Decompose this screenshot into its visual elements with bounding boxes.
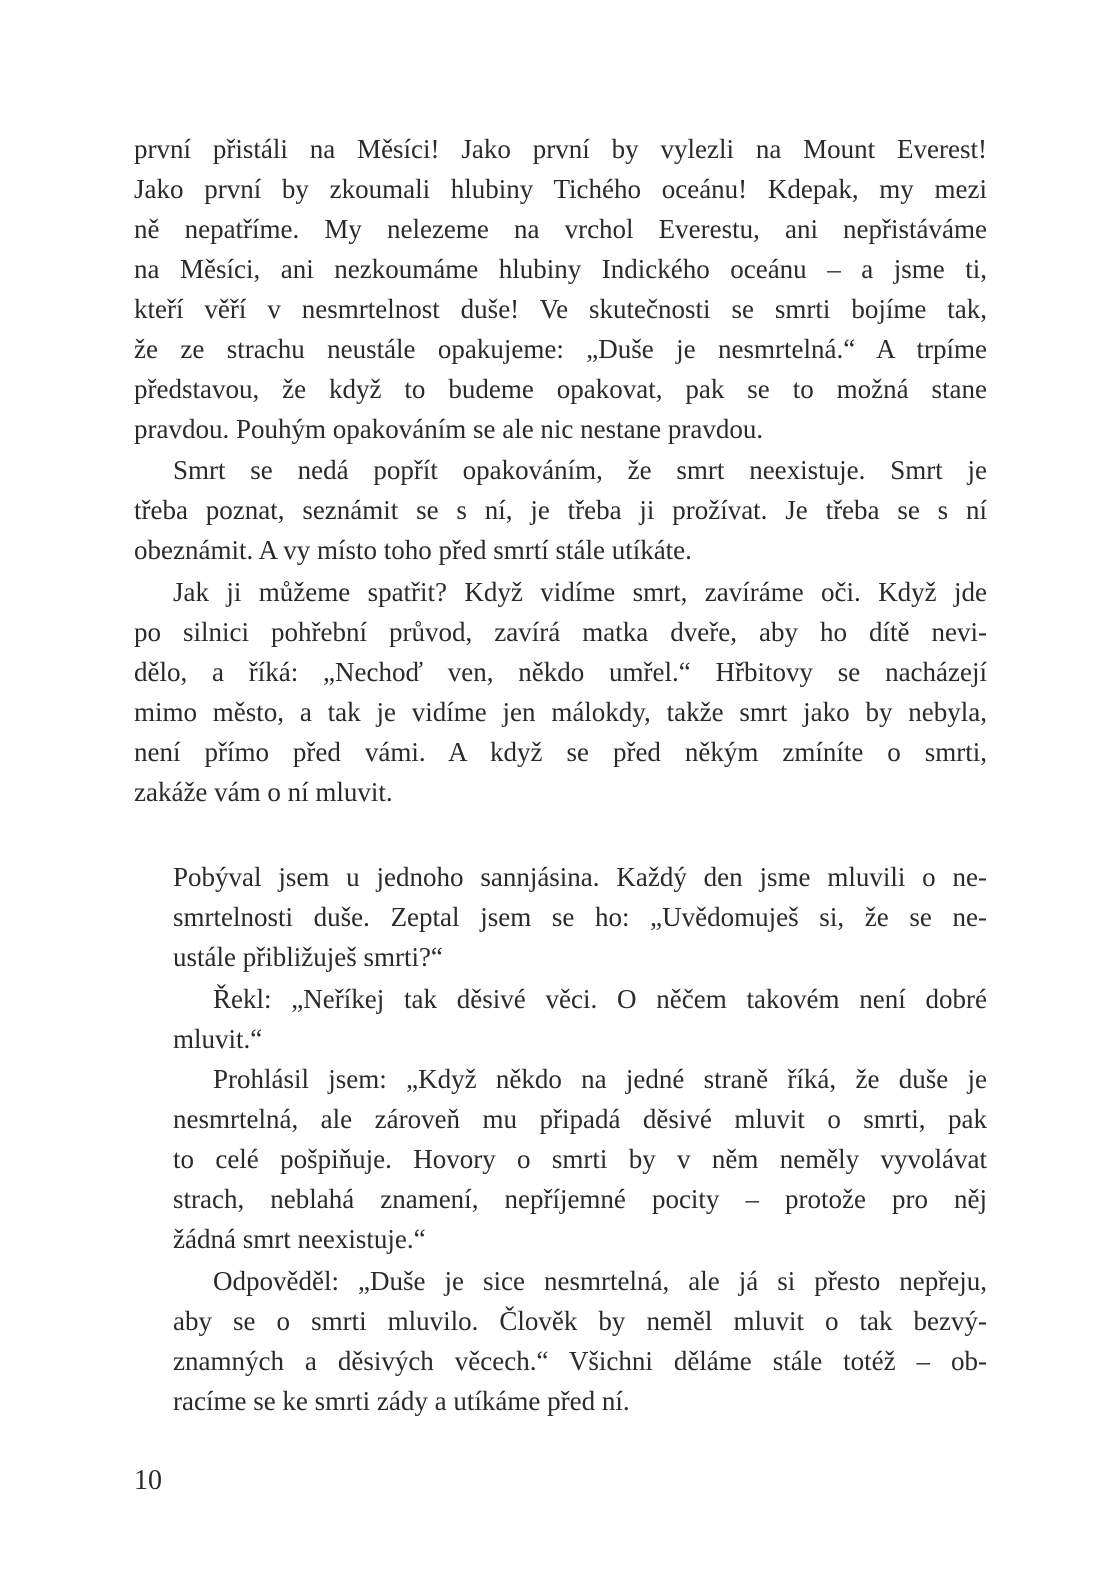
text-line: kteří věří v nesmrtelnost duše! Ve skutečnosti se smrti bojíme tak, [134, 294, 987, 324]
quote-line: nesmrtelná, ale zároveň mu připadá děsivé mluvit o smrti, pak [173, 1104, 987, 1134]
quote-line: to celé pošpiňuje. Hovory o smrti by v něm neměly vyvolávat [173, 1144, 987, 1174]
text-line: obeznámit. A vy místo toho před smrtí stále utíkáte. [134, 535, 692, 565]
quote-line: Odpověděl: „Duše je sice nesmrtelná, ale já si přesto nepřeju, [213, 1266, 987, 1296]
quote-line: Pobýval jsem u jednoho sannjásina. Každý den jsme mluvili o ne- [173, 862, 987, 892]
text-line: po silnici pohřební průvod, zavírá matka dveře, aby ho dítě nevi- [134, 617, 987, 647]
text-line: představou, že když to budeme opakovat, pak se to možná stane [134, 374, 987, 404]
text-line: že ze strachu neustále opakujeme: „Duše je nesmrtelná.“ A trpíme [134, 334, 987, 364]
quote-line: Prohlásil jsem: „Když někdo na jedné straně říká, že duše je [213, 1064, 987, 1094]
text-line: zakáže vám o ní mluvit. [134, 777, 393, 807]
quote-line: Řekl: „Neříkej tak děsivé věci. O něčem takovém není dobré [213, 984, 987, 1014]
text-line: dělo, a říká: „Nechoď ven, někdo umřel.“ Hřbitovy se nacházejí [134, 657, 987, 687]
page-number: 10 [134, 1465, 162, 1496]
quote-line: ustále přibližuješ smrti?“ [173, 942, 443, 972]
quote-line: strach, neblahá znamení, nepříjemné pocity – protože pro něj [173, 1184, 987, 1214]
text-line: není přímo před vámi. A když se před někým zmíníte o smrti, [134, 737, 987, 767]
text-line: Smrt se nedá popřít opakováním, že smrt neexistuje. Smrt je [173, 455, 987, 485]
text-line: ně nepatříme. My nelezeme na vrchol Everestu, ani nepřistáváme [134, 214, 987, 244]
quote-line: znamných a děsivých věcech.“ Všichni děláme stále totéž – ob- [173, 1346, 987, 1376]
quote-line: racíme se ke smrti zády a utíkáme před ní. [173, 1386, 630, 1416]
text-line: na Měsíci, ani nezkoumáme hlubiny Indického oceánu – a jsme ti, [134, 254, 987, 284]
text-line: Jako první by zkoumali hlubiny Tichého oceánu! Kdepak, my mezi [134, 174, 987, 204]
text-line: třeba poznat, seznámit se s ní, je třeba ji prožívat. Je třeba se s ní [134, 495, 987, 525]
quote-line: mluvit.“ [173, 1024, 263, 1054]
text-line: Jak ji můžeme spatřit? Když vidíme smrt, zavíráme oči. Když jde [173, 577, 987, 607]
text-line: mimo město, a tak je vidíme jen málokdy, takže smrt jako by nebyla, [134, 697, 987, 727]
text-line: pravdou. Pouhým opakováním se ale nic nestane pravdou. [134, 414, 764, 444]
quote-line: žádná smrt neexistuje.“ [173, 1224, 426, 1254]
quote-line: aby se o smrti mluvilo. Člověk by neměl mluvit o tak bezvý- [173, 1306, 987, 1336]
quote-line: smrtelnosti duše. Zeptal jsem se ho: „Uvědomuješ si, že se ne- [173, 902, 987, 932]
text-line: první přistáli na Měsíci! Jako první by vylezli na Mount Everest! [134, 134, 987, 164]
